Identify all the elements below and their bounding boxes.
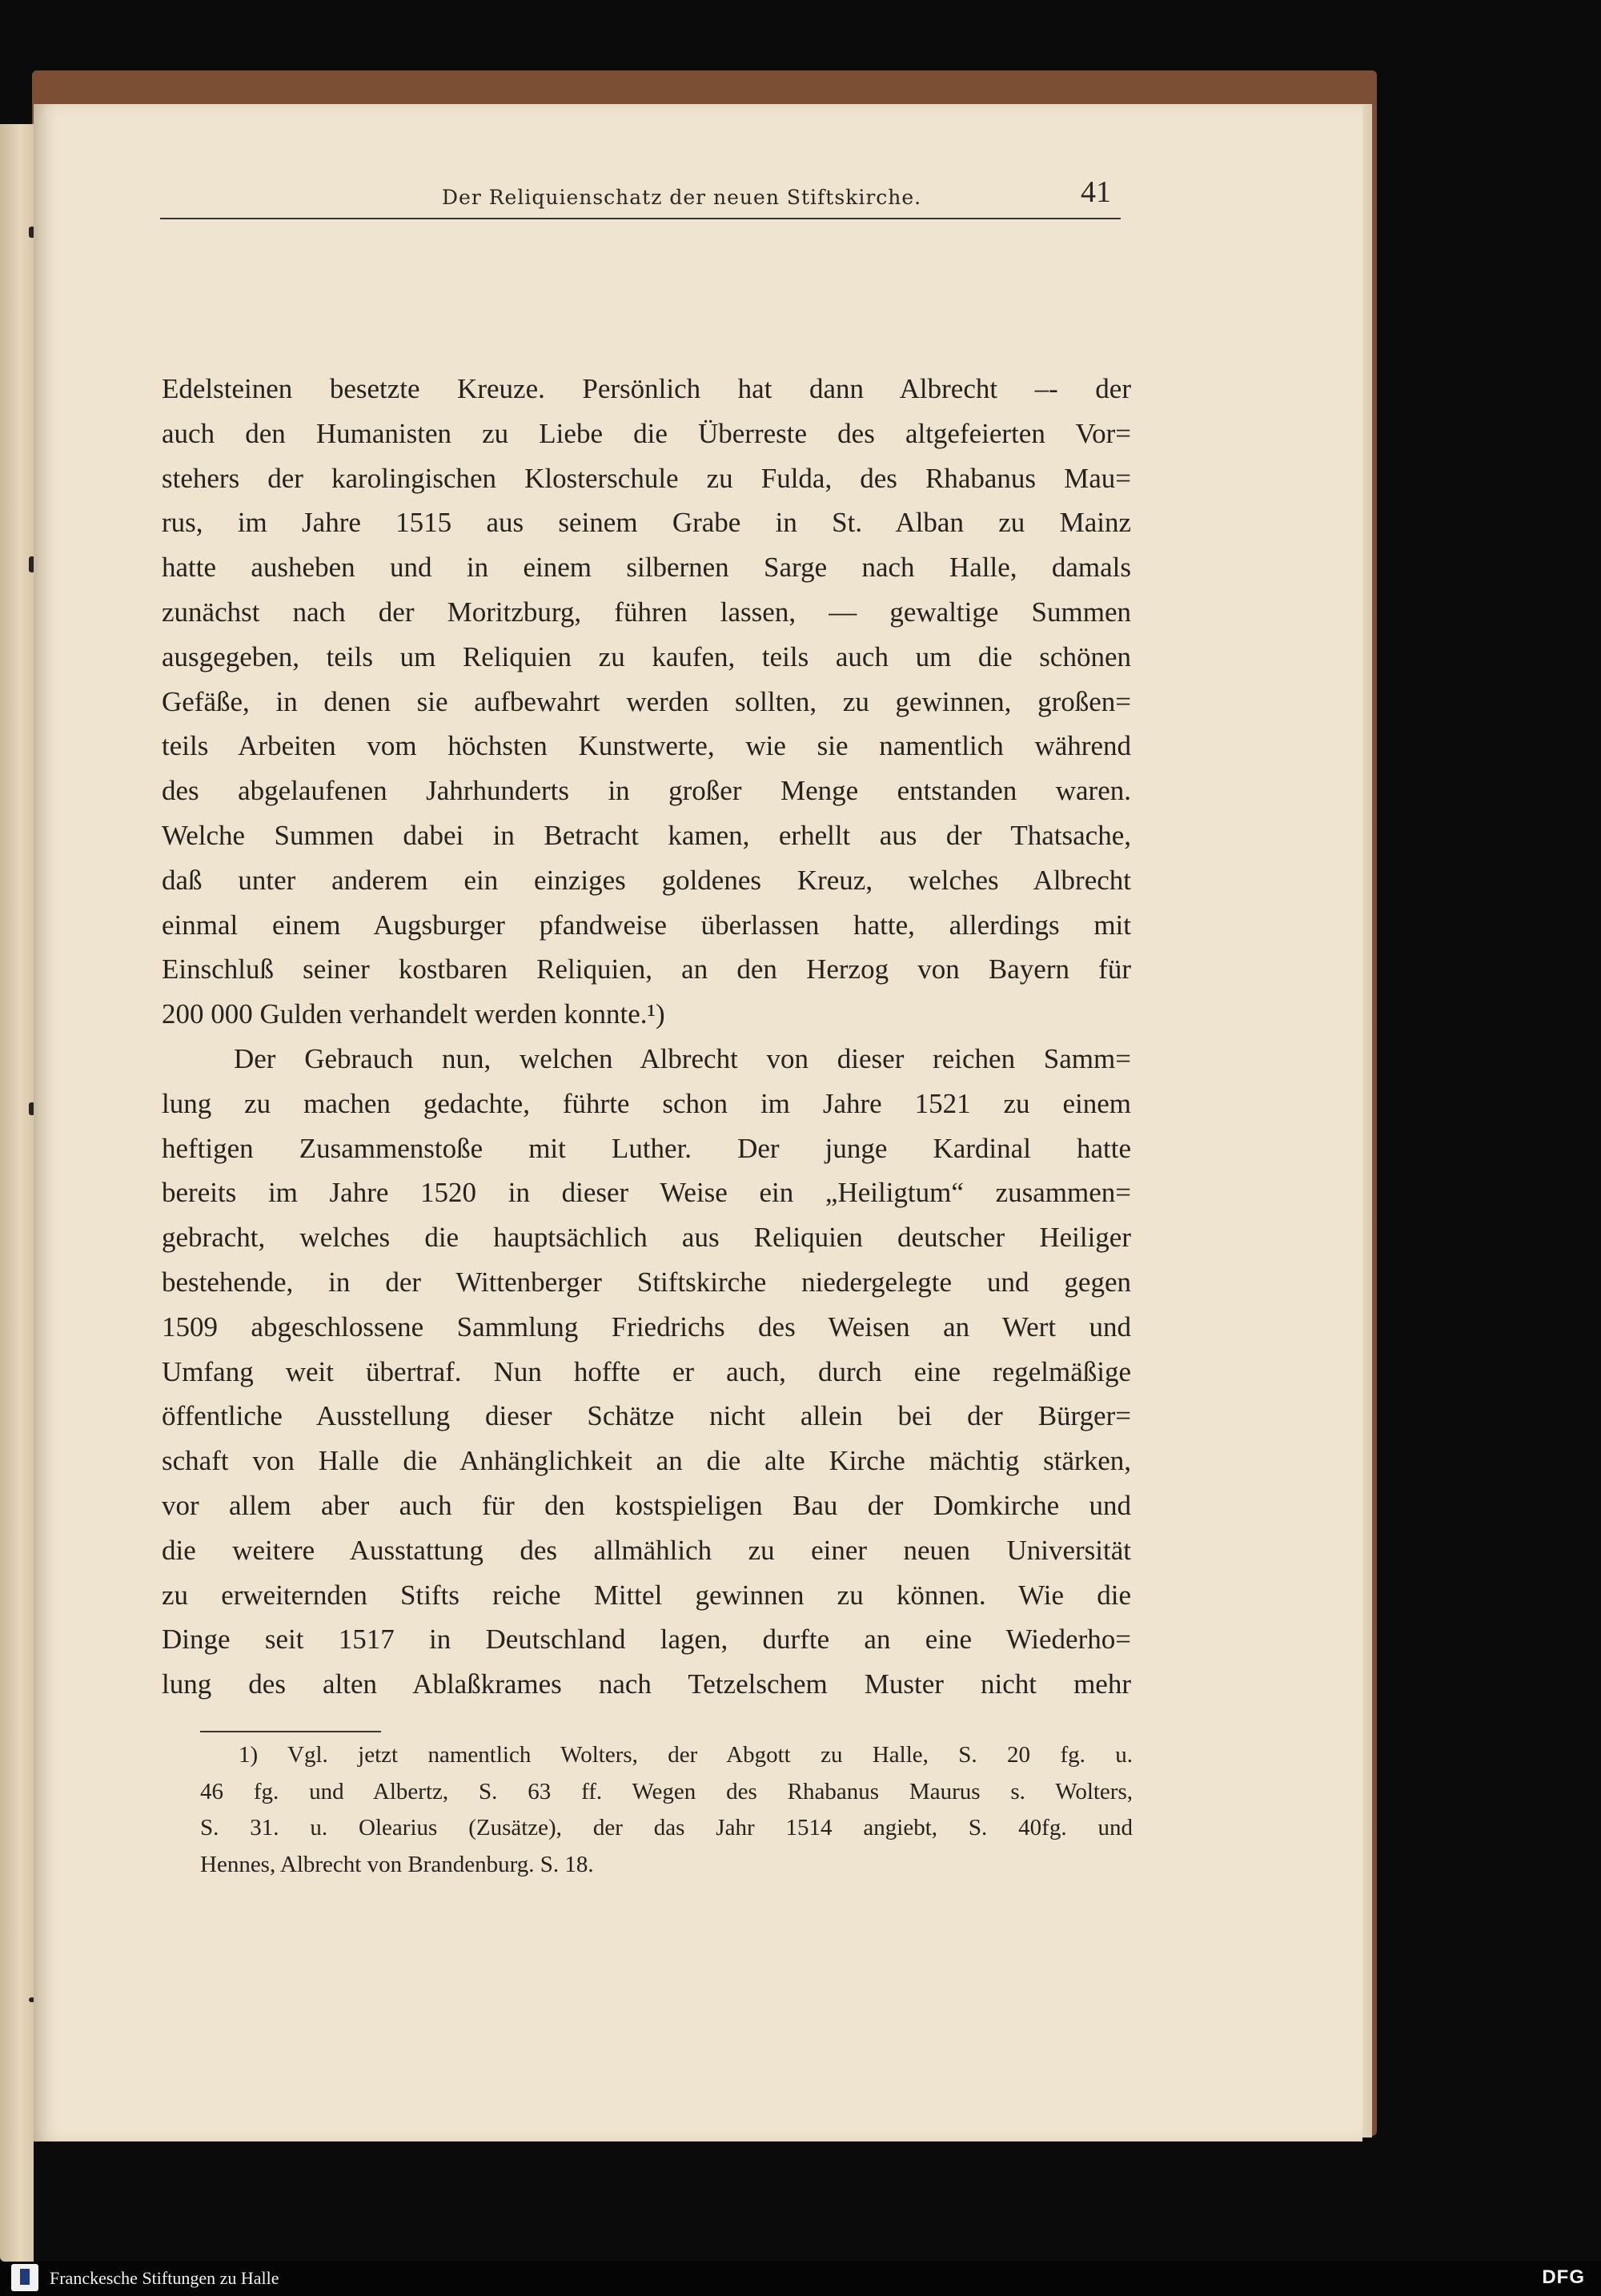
text-line: lung des alten Ablaßkrames nach Tetzelschem Muster nicht mehr: [162, 1668, 1131, 1700]
text-line: zunächst nach der Moritzburg, führen lassen, — gewaltige Summen: [162, 596, 1131, 628]
text-line: Gefäße, in denen sie aufbewahrt werden sollten, zu gewinnen, großen=: [162, 685, 1131, 717]
text-line: gebracht, welches die hauptsächlich aus Reliquien deutscher Heiliger: [162, 1222, 1131, 1254]
text-line: teils Arbeiten vom höchsten Kunstwerte, wie sie namentlich während: [162, 730, 1131, 762]
text-line: stehers der karolingischen Klosterschule zu Fulda, des Rhabanus Mau=: [162, 462, 1131, 494]
text-line: einmal einem Augsburger pfandweise überlassen hatte, allerdings mit: [162, 909, 1131, 941]
footnote-line: S. 31. u. Olearius (Zusätze), der das Jahr 1514 angiebt, S. 40fg. und: [200, 1815, 1133, 1840]
text-line: Dinge seit 1517 in Deutschland lagen, durfte an eine Wiederho=: [162, 1624, 1131, 1656]
page-number: 41: [1081, 175, 1111, 209]
text-line: hatte ausheben und in einem silbernen Sarge nach Halle, damals: [162, 552, 1131, 584]
text-line: lung zu machen gedachte, führte schon im Jahre 1521 zu einem: [162, 1087, 1131, 1119]
footnote-rule: [200, 1731, 381, 1732]
text-line: 1509 abgeschlossene Sammlung Friedrichs des Weisen an Wert und: [162, 1311, 1131, 1343]
footnotes: [200, 1737, 1133, 1883]
text-line: öffentliche Ausstellung dieser Schätze nicht allein bei der Bürger=: [162, 1400, 1131, 1432]
institution-logo-icon: [11, 2264, 38, 2291]
text-line: zu erweiternden Stifts reiche Mittel gewinnen zu können. Wie die: [162, 1579, 1131, 1611]
text-line: Der Gebrauch nun, welchen Albrecht von dieser reichen Samm=: [234, 1042, 1131, 1074]
text-line: vor allem aber auch für den kostspieligen Bau der Domkirche und: [162, 1489, 1131, 1521]
footnote-line: Hennes, Albrecht von Brandenburg. S. 18.: [200, 1851, 594, 1877]
text-line: rus, im Jahre 1515 aus seinem Grabe in St. Alban zu Mainz: [162, 507, 1131, 539]
text-line: auch den Humanisten zu Liebe die Überreste des altgefeierten Vor=: [162, 417, 1131, 449]
text-line: 200 000 Gulden verhandelt werden konnte.¹): [162, 998, 665, 1030]
text-line: die weitere Ausstattung des allmählich zu einer neuen Universität: [162, 1534, 1131, 1566]
text-line: schaft von Halle die Anhänglichkeit an die alte Kirche mächtig stärken,: [162, 1445, 1131, 1477]
running-head: Der Reliquienschatz der neuen Stiftskirche.: [442, 186, 922, 209]
text-line: Umfang weit übertraf. Nun hoffte er auch, durch eine regelmäßige: [162, 1355, 1131, 1387]
text-line: bereits im Jahre 1520 in dieser Weise ein „Heiligtum“ zusammen=: [162, 1177, 1131, 1209]
text-line: bestehende, in der Wittenberger Stiftskirche niedergelegte und gegen: [162, 1266, 1131, 1298]
text-line: des abgelaufenen Jahrhunderts in großer Menge entstanden waren.: [162, 775, 1131, 807]
text-line: Einschluß seiner kostbaren Reliquien, an den Herzog von Bayern für: [162, 953, 1131, 985]
footnote-line: 1) Vgl. jetzt namentlich Wolters, der Abgott zu Halle, S. 20 fg. u.: [239, 1742, 1133, 1768]
text-line: ausgegeben, teils um Reliquien zu kaufen, teils auch um die schönen: [162, 640, 1131, 672]
institution-label: Franckesche Stiftungen zu Halle: [50, 2268, 279, 2288]
viewer-footer: [0, 2262, 1601, 2296]
text-line: heftigen Zusammenstoße mit Luther. Der junge Kardinal hatte: [162, 1132, 1131, 1164]
text-line: daß unter anderem ein einziges goldenes Kreuz, welches Albrecht: [162, 864, 1131, 896]
body-text: [162, 367, 1131, 1707]
page-header: [160, 175, 1121, 219]
text-line: Welche Summen dabei in Betracht kamen, erhellt aus der Thatsache,: [162, 819, 1131, 851]
footnote-line: 46 fg. und Albertz, S. 63 ff. Wegen des Rhabanus Maurus s. Wolters,: [200, 1778, 1133, 1804]
text-line: Edelsteinen besetzte Kreuze. Persönlich hat dann Albrecht –- der: [162, 373, 1131, 404]
facing-page-edge: [0, 124, 34, 2262]
dfg-logo: DFG: [1542, 2266, 1585, 2288]
